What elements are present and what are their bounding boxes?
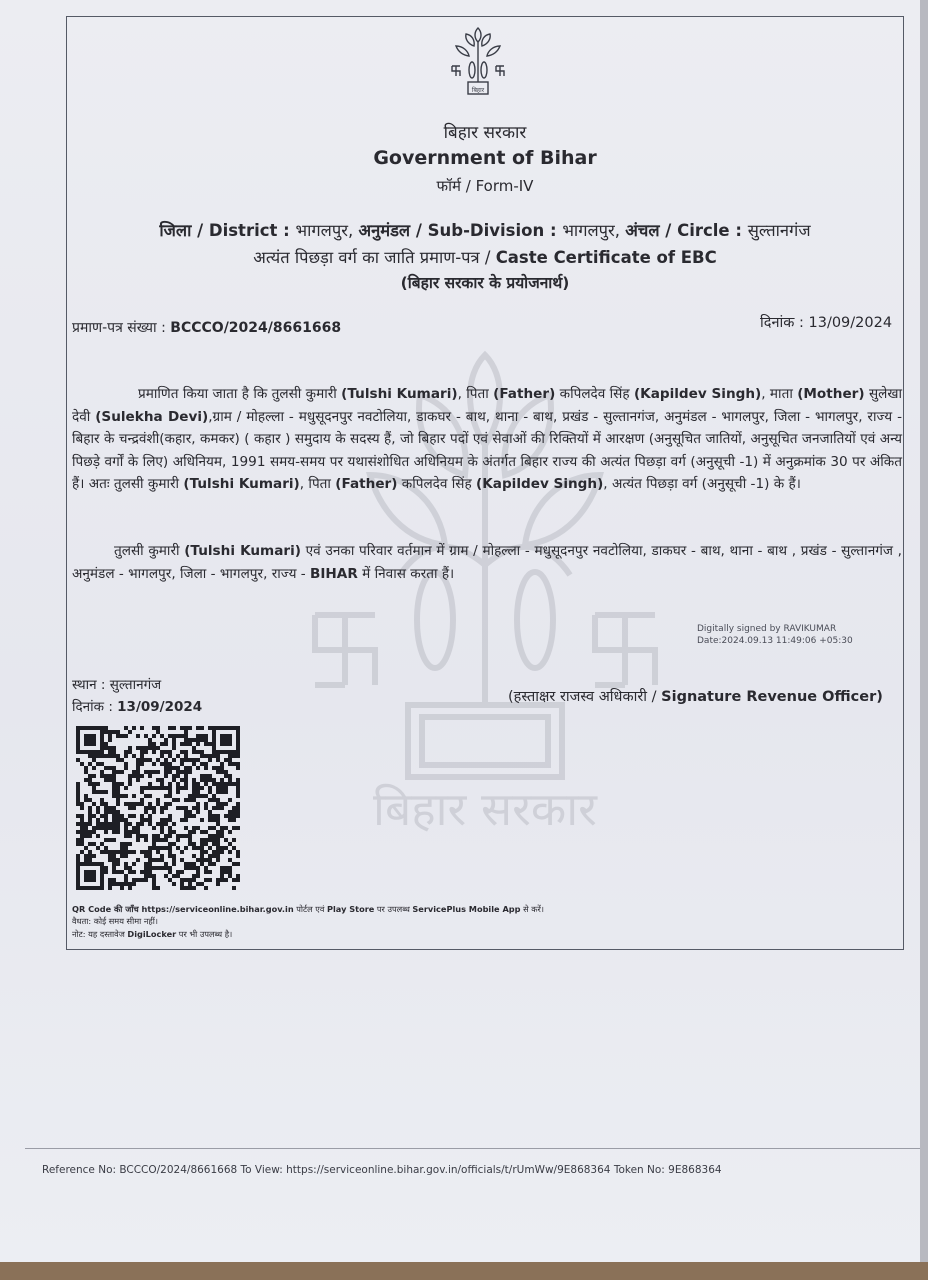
para1-text: सुलेखा देवी bbox=[72, 386, 902, 425]
certificate-purpose: (बिहार सरकार के प्रयोजनार्थ) bbox=[400, 274, 570, 292]
qr-note-text: पर उपलब्ध bbox=[374, 904, 413, 914]
para1-mother-name-english: (Sulekha Devi) bbox=[95, 408, 209, 425]
certificate-title bbox=[70, 245, 900, 268]
form-label-english: Form-IV bbox=[475, 177, 534, 195]
digital-signature-date: Date:2024.09.13 11:49:06 +05:30 bbox=[697, 636, 853, 646]
qr-verification-note bbox=[72, 904, 544, 915]
table-surface bbox=[0, 1262, 928, 1280]
issue-date-label: दिनांक : bbox=[760, 315, 809, 331]
certification-paragraph bbox=[72, 383, 902, 496]
signatory-designation bbox=[508, 686, 883, 706]
para1-text: , पिता bbox=[299, 476, 336, 492]
residence-paragraph bbox=[72, 540, 902, 585]
para1-father-name-english: (Kapildev Singh) bbox=[633, 386, 762, 402]
govt-title-hindi: बिहार सरकार bbox=[443, 123, 527, 143]
qr-note-app: ServicePlus Mobile App bbox=[412, 904, 521, 914]
para2-text: में निवास करता हैं। bbox=[357, 565, 455, 582]
subdivision-value: भागलपुर, bbox=[562, 221, 626, 240]
qr-note-text: QR Code की जाँच bbox=[72, 904, 142, 914]
govt-title-english: Government of Bihar bbox=[373, 147, 597, 169]
issue-date bbox=[760, 312, 892, 332]
digilocker-note-text: पर भी उपलब्ध है। bbox=[176, 929, 233, 939]
para1-text: कपिलदेव सिंह bbox=[397, 476, 477, 492]
para2-text: एवं उनका परिवार वर्तमान में ग्राम / मोहल्ला - मधुसूदनपुर नवटोलिया, डाकघर - बाथ, थाना - बाथ , प्रखंड - सुल्तानगंज , अनुमंडल - भागलपुर, जिला - भागलपुर, राज्य - bbox=[72, 543, 902, 582]
paper-edge-shadow bbox=[920, 0, 928, 1280]
district-label: जिला / District : bbox=[159, 221, 296, 240]
para2-name-english: (Tulshi Kumari) bbox=[184, 543, 301, 559]
qr-code-icon[interactable] bbox=[76, 726, 244, 892]
certificate-title-hindi: अत्यंत पिछड़ा वर्ग का जाति प्रमाण-पत्र / bbox=[253, 248, 496, 267]
digital-signature bbox=[697, 623, 853, 647]
digilocker-name: DigiLocker bbox=[127, 929, 177, 939]
verification-portal-link[interactable]: https://serviceonline.bihar.gov.in bbox=[141, 904, 294, 914]
para1-text: ,ग्राम / मोहल्ला - मधुसूदनपुर नवटोलिया, डाकघर - बाथ, थाना - बाथ, प्रखंड - सुल्तानगंज, अनुमंडल - भागलपुर, जिला - भागलपुर, राज्य - बिहार के चन्द्रवंशी(कहार, कमकर) ( कहार ) समुदाय के सदस्य हैं, जो बिहार पदों एवं सेवाओं की रिक्तियों में आरक्षण (अनुसूचित जातियों, अनुसूचित जनजातियों एवं अन्य पिछड़े वर्गों के लिए) अधिनियम, 1991 समय-समय पर यथासंशोधित अधिनियम के अंतर्गत बिहार राज्य की अत्यंत पिछड़ा वर्ग (अनुसूची -1) में अनुक्रमांक 30 पर अंकित हैं। अतः तुलसी कुमारी bbox=[72, 408, 902, 492]
issue-date-value: 13/09/2024 bbox=[808, 315, 893, 331]
para1-name-english: (Tulshi Kumari) bbox=[183, 476, 300, 492]
para1-father-label: (Father) bbox=[335, 476, 398, 492]
footer-divider bbox=[25, 1148, 920, 1149]
issue-place-value: सुल्तानगंज bbox=[109, 677, 162, 693]
digilocker-note bbox=[72, 929, 232, 940]
para2-state: BIHAR bbox=[310, 565, 358, 582]
validity-note: वैधता: कोई समय सीमा नहीं। bbox=[72, 916, 158, 926]
para2-text: तुलसी कुमारी bbox=[114, 543, 185, 559]
emblem-caption: बिहार bbox=[471, 87, 485, 94]
para1-text: प्रमाणित किया जाता है कि तुलसी कुमारी bbox=[138, 386, 342, 402]
qr-note-text: से करें। bbox=[520, 904, 544, 914]
qr-note-store: Play Store bbox=[327, 904, 375, 914]
circle-value: सुल्तानगंज bbox=[747, 221, 811, 240]
signatory-english: Signature Revenue Officer) bbox=[661, 689, 883, 705]
signatory-hindi: (हस्ताक्षर राजस्व अधिकारी / bbox=[508, 689, 662, 705]
certificate-number bbox=[72, 318, 341, 337]
form-label-hindi: फॉर्म / bbox=[436, 177, 476, 195]
reference-line: Reference No: BCCCO/2024/8661668 To View: https://serviceonline.bihar.gov.in/officials/t/rUmWw/9E868364 Token No: 9E868364 bbox=[42, 1164, 722, 1176]
certificate-number-value: BCCCO/2024/8661668 bbox=[170, 320, 342, 336]
para1-mother-label: (Mother) bbox=[797, 386, 865, 402]
issue-place bbox=[72, 675, 161, 693]
para1-text: , अत्यंत पिछड़ा वर्ग (अनुसूची -1) के हैं। bbox=[603, 476, 801, 492]
digital-signature-signer: Digitally signed by RAVIKUMAR bbox=[697, 624, 837, 634]
certificate-number-label: प्रमाण-पत्र संख्या : bbox=[72, 320, 171, 336]
issue-date-footer-value: 13/09/2024 bbox=[117, 699, 203, 715]
qr-note-text: पोर्टल एवं bbox=[293, 904, 327, 914]
para1-father-name-english: (Kapildev Singh) bbox=[476, 476, 604, 492]
issue-date-footer bbox=[72, 697, 202, 715]
para1-text: , माता bbox=[761, 386, 798, 402]
qr-code-modules bbox=[76, 726, 240, 890]
para1-father-label: (Father) bbox=[493, 386, 556, 402]
bihar-government-emblem-icon bbox=[448, 24, 508, 98]
watermark-text: बिहार सरकार bbox=[373, 782, 597, 836]
para1-name-english: (Tulshi Kumari) bbox=[341, 386, 458, 402]
form-number bbox=[70, 176, 900, 196]
issue-place-label: स्थान : bbox=[72, 677, 110, 693]
para1-text: , पिता bbox=[457, 386, 494, 402]
issue-date-footer-label: दिनांक : bbox=[72, 699, 118, 715]
subdivision-label: अनुमंडल / Sub-Division : bbox=[358, 221, 563, 240]
para1-text: कपिलदेव सिंह bbox=[555, 386, 634, 402]
jurisdiction-line bbox=[70, 218, 900, 241]
circle-label: अंचल / Circle : bbox=[625, 221, 748, 240]
certificate-title-english: Caste Certificate of EBC bbox=[495, 248, 717, 267]
district-value: भागलपुर, bbox=[295, 221, 359, 240]
digilocker-note-text: नोट: यह दस्तावेज bbox=[72, 929, 128, 939]
